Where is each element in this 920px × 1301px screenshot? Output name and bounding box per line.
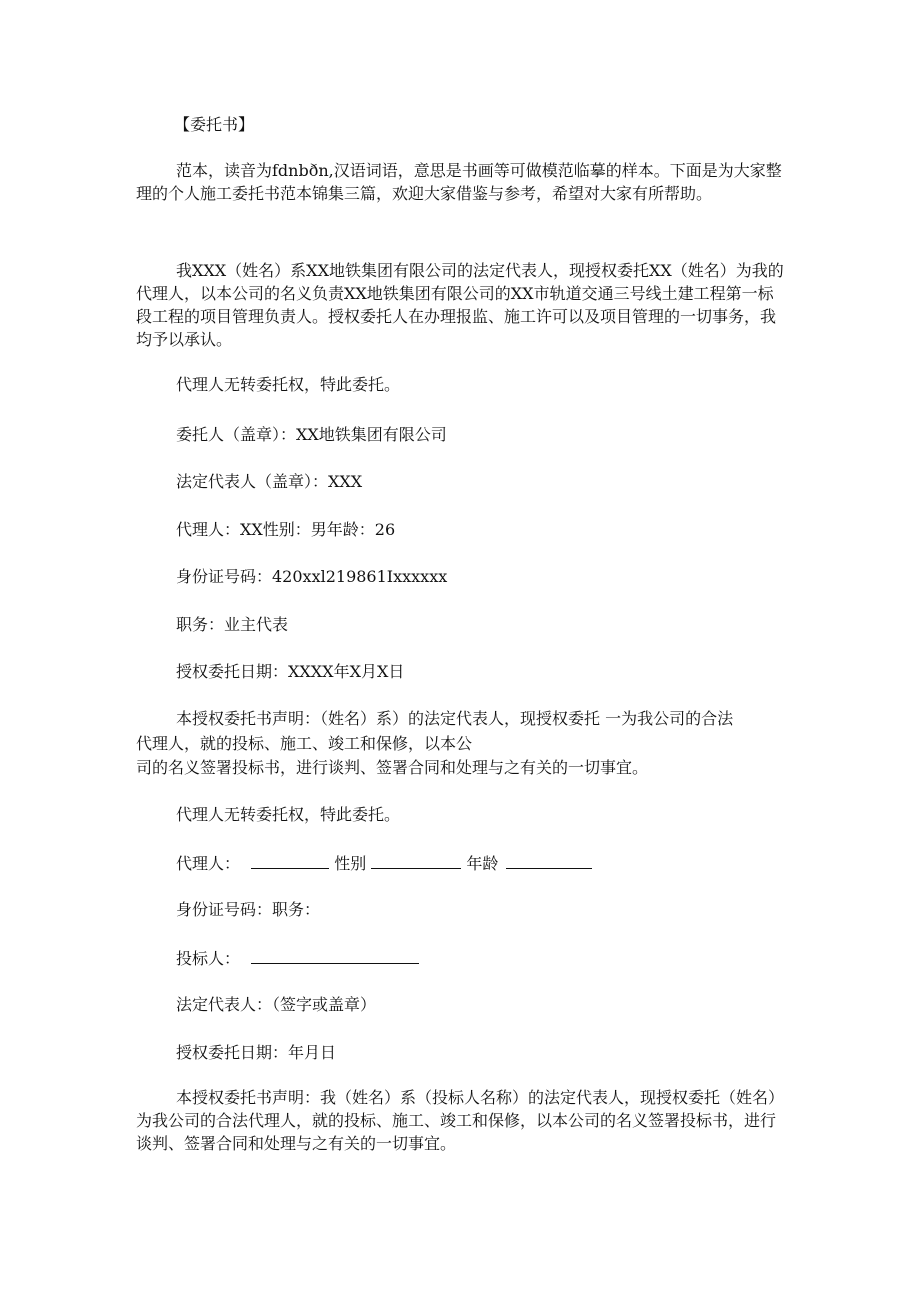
gender-blank <box>371 852 461 869</box>
sample2-agent-line <box>176 852 592 875</box>
sample1-body-paragraph: 我XXX（姓名）系XX地铁集团有限公司的法定代表人，现授权委托XX（姓名）为我的代理人，以本公司的名义负责XX地铁集团有限公司的XX市轨道交通三号线土建工程第一标段工程的项目管理负责人。授权委托人在办理报监、施工许可以及项目管理的一切事务，我均予以承认。 <box>136 261 784 349</box>
sample1-date-line: 授权委托日期：XXXX年X月X日 <box>176 662 405 681</box>
agent-label: 代理人： <box>176 854 241 873</box>
sample2-date-line: 授权委托日期：年月日 <box>176 1043 337 1062</box>
sample2-statement-line-2: 代理人，就的投标、施工、竣工和保修，以本公 <box>136 734 473 753</box>
sample2-statement-line-1: 本授权委托书声明：（姓名）系）的法定代表人，现授权委托 一为我公司的合法 <box>176 709 734 728</box>
sample2-statement-line-3: 司的名义签署投标书，进行谈判、签署合同和处理与之有关的一切事宜。 <box>136 758 649 777</box>
sample2-legal-rep-line: 法定代表人：（签字或盖章） <box>176 995 377 1014</box>
sample1-agent-line: 代理人：XX性别：男年龄：26 <box>176 520 396 539</box>
bidder-blank <box>251 947 419 964</box>
document-title: 【委托书】 <box>174 115 255 134</box>
bidder-label: 投标人： <box>176 949 241 968</box>
sample2-bidder-line <box>176 947 419 970</box>
age-label: 年龄 <box>466 854 499 873</box>
sample2-no-transfer-text: 代理人无转委托权，特此委托。 <box>176 805 401 824</box>
agent-name-blank <box>251 852 329 869</box>
sample1-principal-line: 委托人（盖章）：XX地铁集团有限公司 <box>176 425 447 444</box>
sample1-legal-rep-line: 法定代表人（盖章）：XXX <box>176 472 363 491</box>
sample2-id-position-line: 身份证号码：职务： <box>176 900 321 919</box>
intro-paragraph: 范本，读音为fdnbðn,汉语词语，意思是书画等可做模范临摹的样本。下面是为大家整理的个人施工委托书范本锦集三篇，欢迎大家借鉴与参考，希望对大家有所帮助。 <box>136 161 782 203</box>
sample1-id-number-line: 身份证号码：420xxl219861Ixxxxxx <box>176 567 448 586</box>
sample1-no-transfer-text: 代理人无转委托权，特此委托。 <box>176 375 401 394</box>
sample3-statement-paragraph: 本授权委托书声明：我（姓名）系（投标人名称）的法定代表人，现授权委托（姓名）为我公司的合法代理人，就的投标、施工、竣工和保修，以本公司的名义签署投标书，进行谈判、签署合同和处理与之有关的一切事宜。 <box>136 1088 785 1153</box>
gender-label: 性别 <box>334 854 367 873</box>
age-blank <box>506 852 592 869</box>
sample1-position-line: 职务：业主代表 <box>176 615 289 634</box>
